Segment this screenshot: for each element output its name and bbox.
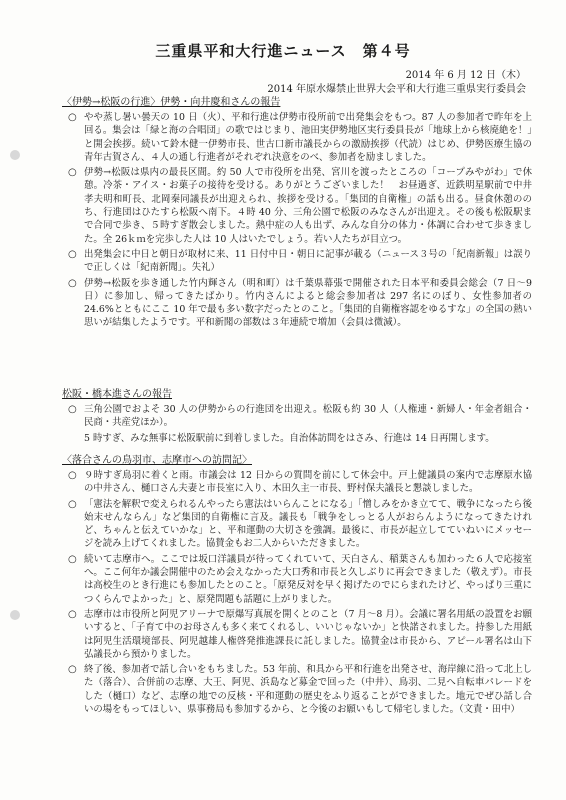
newsletter-title: 三重県平和大行進ニュース 第４号 xyxy=(155,42,411,60)
report-paragraph: ○ 三角公園でおよそ 30 人の伊勢からの行進団を出迎え。松阪も約 30 人（人権連・新婦人・年金者組合・民商・共産党ほか）。 xyxy=(68,404,532,429)
report-continuation: 5 時すぎ、みな無事に松阪駅前に到着しました。自治体訪問をはさみ、行進は 14 日再開します。 xyxy=(84,432,495,444)
report-paragraph: ○ やや蒸し暑い曇天の 10 日（火）、平和行進は伊勢市役所前で出発集会をもつ。87 人の参加者で昨年を上回る。集会は「緑と海の合唱団」の歌ではじまり、池田実伊勢地区実行委員長が「地球上から核廃絶を！」と開会挨拶。続いて鈴木健一伊勢市長、世古口新市議長からの激励挨拶（代読）はじめ、伊勢医療生協の青年古賀さん、４人の通し行進者がそれぞれ決意をのべ、参加者を励ましました。 xyxy=(68,112,532,163)
circle-bullet-icon: ○ xyxy=(68,470,77,481)
report-paragraph: ○ 続いて志摩市へ。ここでは坂口洋議員が待ってくれていて、天白さん、稲葉さんも加わった６人で応接室へ。ここ何年か議会開催中のため会えなかった大口秀和市長と久しぶりに再会できました（敬えず）。市長は高校生のとき行進にも参加したとのこと。「原発反対を早く掲げたのでにらまれたけど、やっぱり三重につくらんでよかった」と、原発問題も話題に上がりました。 xyxy=(68,553,532,605)
circle-bullet-icon: ○ xyxy=(68,664,77,676)
punch-hole xyxy=(10,150,20,160)
organization-name: 2014 年原水爆禁止世界大会平和大行進三重県実行委員会 xyxy=(267,84,526,95)
circle-bullet-icon: ○ xyxy=(68,498,77,510)
circle-bullet-icon: ○ xyxy=(68,608,77,620)
section-toba-shima-visit xyxy=(62,454,532,718)
circle-bullet-icon: ○ xyxy=(68,553,77,565)
circle-bullet-icon: ○ xyxy=(68,167,77,179)
section-matsusaka xyxy=(62,388,532,445)
section-heading: 〈落合さんの鳥羽市、志摩市への訪問記〉 xyxy=(62,455,252,466)
issue-date: 2014 年 6 月 12 日（木） xyxy=(405,70,526,81)
report-paragraph: ○ 志摩市は市役所と阿児アリーナで原爆写真展を開くとのこと（7 月～8 月）。会議に署名用紙の設置をお願いすると、「子育て中のお母さんも多く来てくれるし、いいじゃないか」と快諾されました。持参した用紙は阿児生活環境部長、阿児越雄人権啓発推進課長に託しました。協賛金は市長から、アピール署名は山下弘議長から預かりました。 xyxy=(68,608,532,660)
circle-bullet-icon: ○ xyxy=(68,248,77,260)
circle-bullet-icon: ○ xyxy=(68,404,77,415)
report-paragraph: ○ 出発集会に中日と朝日が取材に来、11 日付中日・朝日に記事が載る（ニュース３号の「紀南新報」は誤りで正しくは「紀南新聞」。失礼） xyxy=(68,248,532,274)
section-heading: 〈伊勢→松阪の行進〉伊勢・向井慶和さんの報告 xyxy=(62,97,281,108)
report-paragraph: ○ 伊勢→松阪は県内の最長区間。約 50 人で市役所を出発、宮川を渡ったところの「コープみやがわ」で休憩。冷茶・アイス・お菓子の接待を受ける。ありがとうございました！ お昼過ぎ、近鉄明星駅前で中井孝夫明和町長、北岡秦同議長が出迎えられ、挨拶を受ける。「集団的自衛権」の話も出る。昼食休憩ののち、行進団はひたすら松阪へ南下。４時 40 分、三角公園で松阪のみなさんが出迎え。その後も松阪駅まで合同で歩き、５時すぎ散会しました。熱中症の人も出ず、みんな自分の体力・体調に合わせて歩きました。全 26ｋｍを完歩した人は 10 人はいたでしょう。若い人たちが目立つ。 xyxy=(68,167,532,245)
circle-bullet-icon: ○ xyxy=(68,112,77,123)
section-ise-matsusaka xyxy=(62,96,532,332)
report-paragraph: ○ 終了後、参加者で話し合いをもちました。53 年前、和具から平和行進を出発させ、海岸線に沿って北上した（落合）、合併前の志摩、大王、阿児、浜島など募金で回った（中井）、鳥羽、二見へ自転車パレードをした（樋口）など、志摩の地での反核・平和運動の歴史をふり返ることができました。地元でぜひ話し合いの場をもってほしい、県事務局も参加するから、と今後のお願いもして帰宅しました。（文責・田中） xyxy=(68,664,532,716)
punch-hole xyxy=(10,610,20,620)
circle-bullet-icon: ○ xyxy=(68,277,77,289)
report-paragraph: ○ 「憲法を解釈で変えられるんやったら憲法はいらんことになる」「憎しみをかき立てて、戦争になったら後始末せんならん」など集団的自衛権に言及。議長も「戦争をしっとる人がおらんようになってきたけれど、ちゃんと伝えていかな」と、平和運動の大切さを強調。最後に、市長が起立してていねいにメッセージを読み上げてくれました。協賛金もお二人からいただきました。 xyxy=(68,498,532,550)
report-paragraph: ○ ９時すぎ鳥羽に着くと雨。市議会は 12 日からの質問を前にして休会中。戸上健議員の案内で志摩原水協の中井さん、樋口さん夫妻と市長室に入り、木田久主一市長、野村保夫議長と懇談しました。 xyxy=(68,470,532,495)
report-paragraph: ○ 伊勢→松阪を歩き通した竹内輝さん（明和町）は千葉県幕張で開催された日本平和委員会総会（7 日～9 日）に参加し、帰ってきたばかり。竹内さんによると総会参加者は 297 名にのぼり、女性参加者の 24.6%とともにここ 10 年で最も多い数字だったとのこと。「集団的自衛権容認をゆるすな」の全国の熱い思いが結集したようです。平和新聞の部数は３年連続で増加（会員は微減）。 xyxy=(68,277,532,329)
section-heading: 松阪・橋本進さんの報告 xyxy=(62,389,172,400)
